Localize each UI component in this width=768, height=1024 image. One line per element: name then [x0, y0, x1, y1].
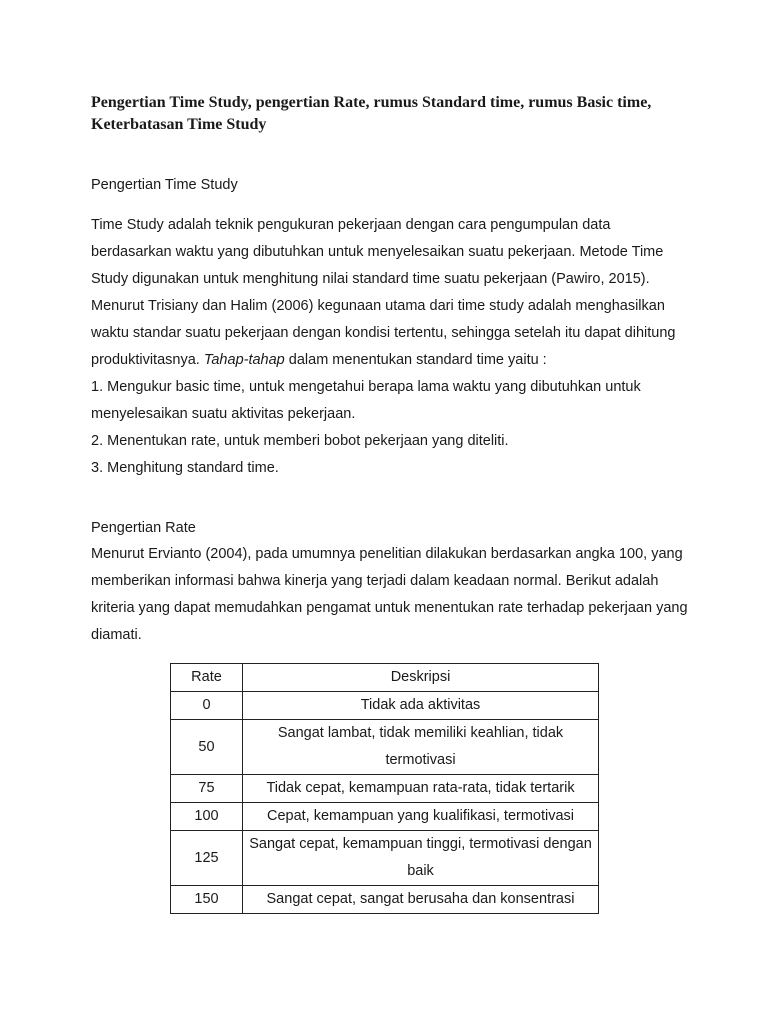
table-row [171, 803, 599, 831]
term-tahap-tahap: Tahap-tahap [203, 352, 285, 368]
step-1: 1. Mengukur basic time, untuk mengetahui berapa lama waktu yang dibutuhkan untuk menyelesaikan suatu aktivitas pekerjaan. [91, 379, 641, 422]
description-cell: Cepat, kemampuan yang kualifikasi, termotivasi [243, 803, 599, 831]
rate-paragraph: Menurut Ervianto (2004), pada umumnya penelitian dilakukan berdasarkan angka 100, yang memberikan informasi bahwa kinerja yang terjadi dalam keadaan normal. Berikut adalah kriteria yang dapat memudahkan pengamat untuk menentukan rate terhadap pekerjaan yang diamati. [91, 546, 688, 643]
term-time-study: Time Study [91, 244, 664, 287]
table-row [171, 692, 599, 720]
description-cell: Tidak ada aktivitas [243, 692, 599, 720]
rate-cell: 125 [171, 831, 243, 886]
section-heading-time-study: Pengertian Time Study [91, 177, 238, 193]
term-time-study: time study [457, 298, 524, 314]
description-cell: Sangat cepat, sangat berusaha dan konsentrasi [243, 886, 599, 914]
column-header-deskripsi: Deskripsi [243, 664, 599, 692]
rate-criteria-table [170, 663, 599, 914]
column-header-rate: Rate [171, 664, 243, 692]
step-2: 2. Menentukan rate, untuk memberi bobot pekerjaan yang diteliti. [91, 433, 509, 449]
table-row [171, 775, 599, 803]
table-row [171, 886, 599, 914]
rate-cell: 0 [171, 692, 243, 720]
term-standard-time: standard time [186, 460, 275, 476]
page-title: Pengertian Time Study, pengertian Rate, rumus Standard time, rumus Basic time, Keterbatasan Time Study [91, 94, 652, 133]
rate-cell: 100 [171, 803, 243, 831]
description-cell: Sangat lambat, tidak memiliki keahlian, tidak termotivasi [243, 720, 599, 775]
term-time-study: Time Study [91, 217, 164, 233]
section-heading-rate: Pengertian Rate [91, 520, 196, 536]
term-rate: rate [498, 600, 524, 616]
term-standard-time: standard time [416, 352, 504, 368]
table-row [171, 831, 599, 886]
rate-cell: 150 [171, 886, 243, 914]
description-cell: Tidak cepat, kemampuan rata-rata, tidak tertarik [243, 775, 599, 803]
rate-cell: 50 [171, 720, 243, 775]
rate-cell: 75 [171, 775, 243, 803]
term-waktu-standar: waktu standar [91, 325, 182, 341]
step-3: 3. Menghitung standard time. [91, 460, 279, 476]
term-standard-time: standard time [352, 271, 441, 287]
term-basic-time: basic time [175, 379, 241, 395]
term-rate: rate [190, 433, 216, 449]
table-header-row [171, 664, 599, 692]
table-row [171, 720, 599, 775]
description-cell: Sangat cepat, kemampuan tinggi, termotivasi dengan baik [243, 831, 599, 886]
time-study-paragraph: Time Study adalah teknik pengukuran pekerjaan dengan cara pengumpulan data berdasarkan waktu yang dibutuhkan untuk menyelesaikan suatu pekerjaan. Metode Time Study digunakan untuk menghitung nilai standard time suatu pekerjaan (Pawiro, 2015). Menurut Trisiany dan Halim (2006) kegunaan utama dari time study adalah menghasilkan waktu standar suatu pekerjaan dengan kondisi tertentu, sehingga setelah itu dapat dihitung produktivitasnya. Tahap-tahap dalam menentukan standard time yaitu : 1. Mengukur basic time, untuk mengetahui berapa lama waktu yang dibutuhkan untuk menyelesaikan suatu aktivitas pekerjaan. 2. Menentukan rate, untuk memberi bobot pekerjaan yang diteliti. 3. Menghitung standard time. [91, 217, 676, 476]
